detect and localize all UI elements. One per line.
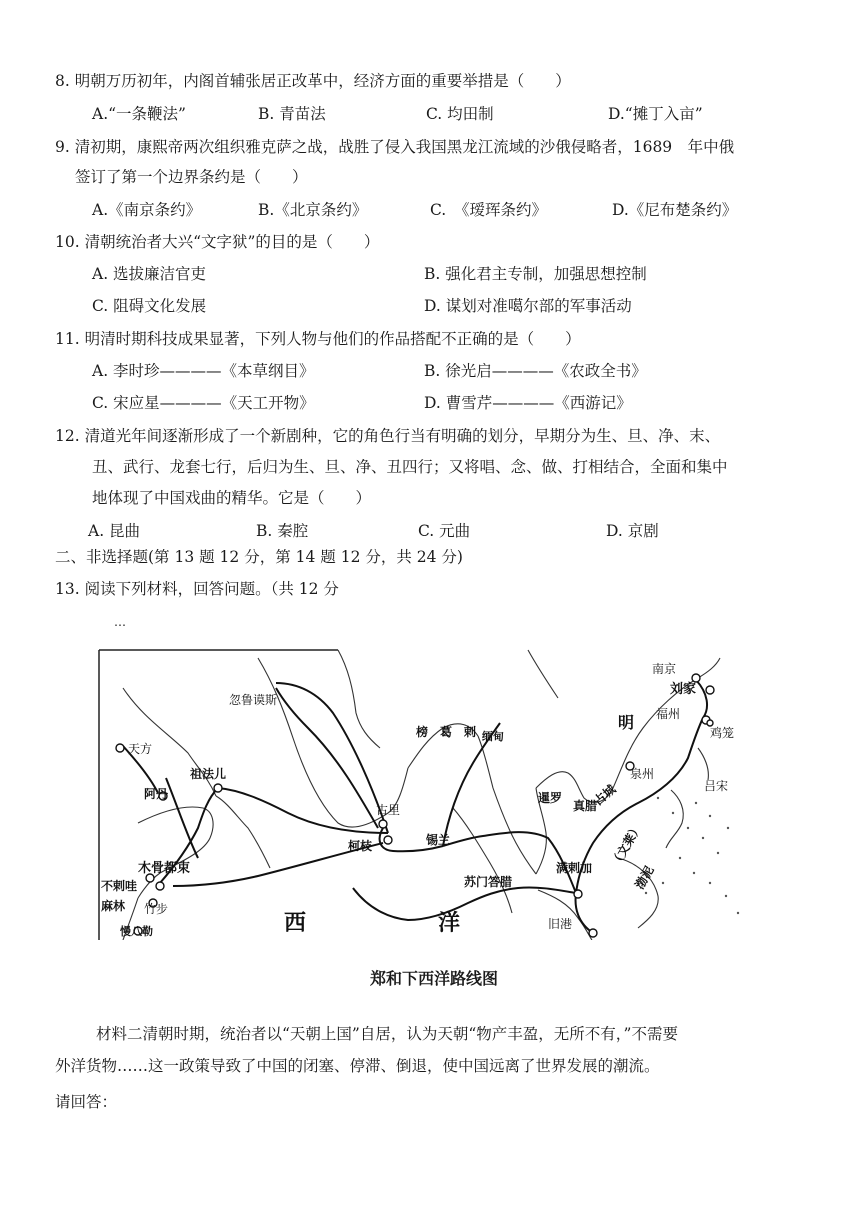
map-svg — [98, 628, 748, 940]
q13-stem: 13. 阅读下列材料，回答问题。（共 12 分 — [55, 580, 339, 598]
q8-option-d: D.“摊丁入亩” — [608, 105, 703, 123]
label-tianfang: 天方 — [128, 742, 153, 756]
q8-option-c: C. 均田制 — [426, 105, 494, 123]
label-boluo: 渤泥 — [632, 863, 657, 892]
label-quanzhou: 泉州 — [630, 767, 655, 781]
q12-stem-line1: 12. 清道光年间逐渐形成了一个新剧种，它的角色行当有明确的划分，早期分为生、旦、净、末、 — [55, 427, 721, 445]
label-bangela: 榜 葛 剌 — [416, 725, 477, 739]
label-wenlai: （文莱） — [608, 820, 645, 870]
label-fuzhou: 福州 — [656, 707, 681, 721]
q9-stem-line1: 9. 清初期，康熙帝两次组织雅克萨之战，战胜了侵入我国黑龙江流域的沙俄侵略者，1689 年中俄 — [55, 138, 735, 156]
label-liujia: 刘家 — [670, 682, 697, 697]
material2-line1: 材料二清朝时期，统治者以“天朝上国”自居，认为天朝“物产丰盈，无所不有，”不需要 — [96, 1025, 678, 1043]
q10-option-c: C. 阻碍文化发展 — [92, 297, 207, 315]
q12-option-c: C. 元曲 — [418, 522, 471, 540]
label-malin: 麻林 — [101, 899, 126, 913]
q10-option-d: D. 谋划对准噶尔部的军事活动 — [424, 297, 632, 315]
label-bulawa: 不剌哇 — [101, 879, 138, 893]
label-jiugang: 旧港 — [548, 917, 573, 931]
q12-option-d: D. 京剧 — [606, 522, 659, 540]
label-manlajia: 满剌加 — [556, 861, 593, 875]
label-nanjing: 南京 — [652, 662, 677, 676]
label-adan: 阿丹 — [144, 787, 169, 801]
label-kezhi: 柯枝 — [348, 839, 373, 853]
label-zhenla: 真腊 — [573, 799, 598, 813]
q9-stem-line2: 签订了第一个边界条约是（ ） — [75, 168, 308, 186]
label-lusong: 吕宋 — [704, 779, 729, 793]
q10-stem: 10. 清朝统治者大兴“文字狱”的目的是（ ） — [55, 233, 380, 251]
label-hebaer: 慢八勒 — [120, 925, 153, 938]
section-heading: 二、非选择题(第 13 题 12 分，第 14 题 12 分，共 24 分) — [55, 548, 463, 566]
label-mugudushu: 木骨都束 — [138, 861, 191, 876]
label-zufaer: 祖法儿 — [190, 767, 227, 781]
q11-option-d: D. 曹雪芹————《西游记》 — [424, 394, 632, 412]
q10-option-b: B. 强化君主专制，加强思想控制 — [424, 265, 647, 283]
label-hormuz: 忽鲁谟斯 — [229, 693, 278, 707]
q9-option-b: B.《北京条约》 — [258, 201, 368, 219]
q8-stem: 8. 明朝万历初年，内阁首辅张居正改革中，经济方面的重要举措是（ ） — [55, 72, 571, 90]
q9-option-d: D.《尼布楚条约》 — [612, 201, 738, 219]
label-jilong: 鸡笼 — [710, 726, 735, 740]
material1-marker: … — [114, 615, 126, 629]
label-sumendala: 苏门答腊 — [464, 875, 513, 889]
zheng-he-route-map — [98, 628, 748, 940]
q12-option-a: A. 昆曲 — [88, 522, 141, 540]
label-yang: 洋 — [438, 911, 461, 936]
q12-stem-line2: 丑、武行、龙套七行，后归为生、旦、净、丑四行；又将唱、念、做、打相结合，全面和集中 — [92, 458, 728, 476]
island-dots — [645, 797, 739, 914]
q11-option-a: A. 李时珍————《本草纲目》 — [92, 362, 315, 380]
q11-option-b: B. 徐光启————《农政全书》 — [424, 362, 647, 380]
map-title: 郑和下西洋路线图 — [369, 969, 498, 988]
q10-option-a: A. 选拔廉洁官吏 — [92, 265, 207, 283]
label-zhubu: 竹步 — [144, 902, 169, 916]
q9-option-c: C. 《瑷珲条约》 — [430, 201, 547, 219]
label-xianluo: 暹罗 — [538, 791, 563, 805]
label-miandian: 缅甸 — [482, 730, 504, 743]
q11-stem: 11. 明清时期科技成果显著，下列人物与他们的作品搭配不正确的是（ ） — [55, 330, 581, 348]
label-guli: 古里 — [376, 803, 401, 817]
label-zhancheng: 占城 — [590, 782, 619, 809]
label-ming: 明 — [618, 713, 635, 732]
q9-option-a: A.《南京条约》 — [92, 201, 202, 219]
material2-line2: 外洋货物……这一政策导致了中国的闭塞、停滞、倒退，使中国远离了世界发展的潮流。 — [55, 1057, 660, 1075]
q8-option-b: B. 青苗法 — [258, 105, 326, 123]
q8-option-a: A.“一条鞭法” — [92, 105, 186, 123]
q12-stem-line3: 地体现了中国戏曲的精华。它是（ ） — [92, 489, 372, 507]
label-xi: 西 — [284, 911, 307, 936]
ask-prompt: 请回答： — [55, 1093, 118, 1111]
q12-option-b: B. 秦腔 — [256, 522, 309, 540]
label-xilan: 锡兰 — [426, 833, 451, 847]
q11-option-c: C. 宋应星————《天工开物》 — [92, 394, 315, 412]
